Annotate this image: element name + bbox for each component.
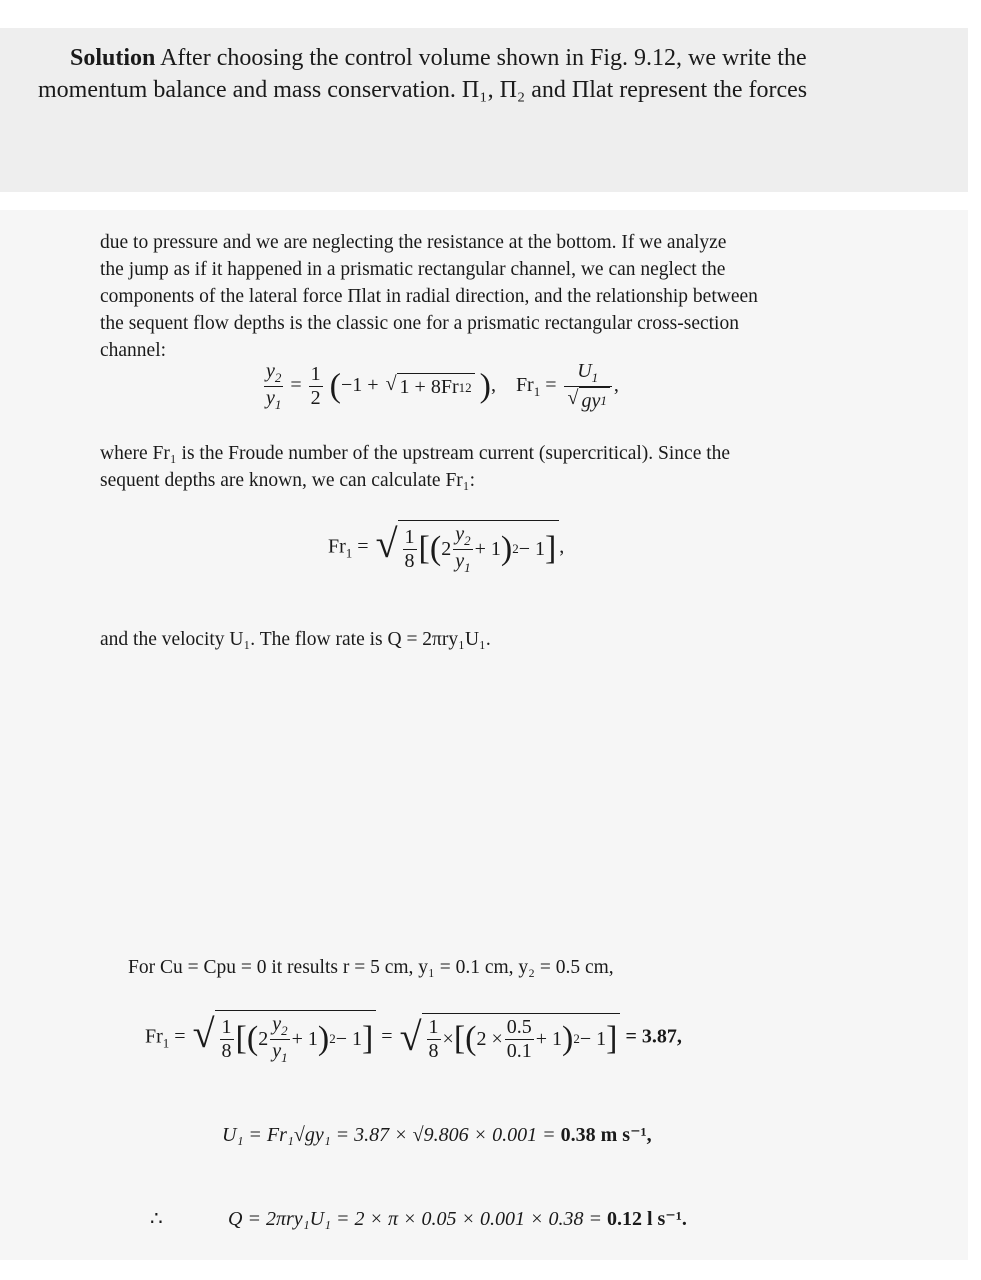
solution-line-1 (70, 42, 930, 74)
equation-flow-rate (228, 1206, 687, 1231)
paragraph-2-line: sequent depths are known, we can calculate Fr₁: (100, 470, 475, 491)
paragraph-1-line: components of the lateral force Πlat in radial direction, and the relationship between (100, 286, 758, 307)
velocity-expression: U₁ = Fr₁√gy₁ = 3.87 × √9.806 × 0.001 = (222, 1124, 561, 1146)
paragraph-1-line: the jump as if it happened in a prismatic rectangular channel, we can neglect the (100, 259, 726, 280)
solution-text: After choosing the control volume shown in Fig. 9.12, we write the (160, 45, 807, 71)
conditions-line: For Cu = Cpu = 0 it results r = 5 cm, y₁ = 0.1 cm, y₂ = 0.5 cm, (128, 957, 614, 978)
paragraph-1-line: channel: (100, 340, 167, 361)
equation-froude-numeric: $Fr_1$ = √ $\frac{1}{8}$ [ ( 2 $\frac{y_2}{y_1}$ + 1 ) 2 − 1 ] = √ $\frac{1}{8}$ × [ ( 2 × $\frac{0.5}{0.1}$ + 1 ) 2 − 1 ] = 3.87, (145, 1011, 682, 1065)
equation-sequent-depths: $\frac{y_2}{y_1}$ = $\frac{1}{2}$ (−1 + √ 1 + 8Fr 1 2 ), $Fr_1$ = $U_1$ √ gy 1 , (266, 360, 619, 412)
paragraph-3: and the velocity U₁. The flow rate is Q = 2πry₁U₁. (100, 629, 491, 650)
paragraph-2 (100, 440, 852, 494)
equation-velocity (222, 1122, 652, 1147)
velocity-result: 0.38 m s⁻¹, (560, 1124, 652, 1146)
paragraph-2-line: where Fr₁ is the Froude number of the upstream current (supercritical). Since the (100, 443, 731, 464)
solution-label: Solution (70, 45, 156, 71)
flow-rate-result: 0.12 l s⁻¹. (606, 1208, 687, 1230)
paragraph-1-line: due to pressure and we are neglecting the resistance at the bottom. If we analyze (100, 232, 727, 253)
froude-result: = 3.87, (625, 1025, 682, 1048)
solution-line-2: momentum balance and mass conservation. Π₁, Π₂ and Πlat represent the forces (38, 77, 808, 103)
paragraph-1 (100, 229, 852, 364)
equation-froude: $Fr_1$ = √ $\frac{1}{8}$ [ ( 2 $\frac{y_2}{y_1}$ + 1 ) 2 − 1 ] , (328, 521, 565, 575)
paragraph-1-line: the sequent flow depths is the classic one for a prismatic rectangular cross-section (100, 313, 739, 334)
flow-rate-expression: Q = 2πry₁U₁ = 2 × π × 0.05 × 0.001 × 0.38 = (228, 1208, 607, 1230)
therefore-symbol: ∴ (150, 1208, 163, 1230)
